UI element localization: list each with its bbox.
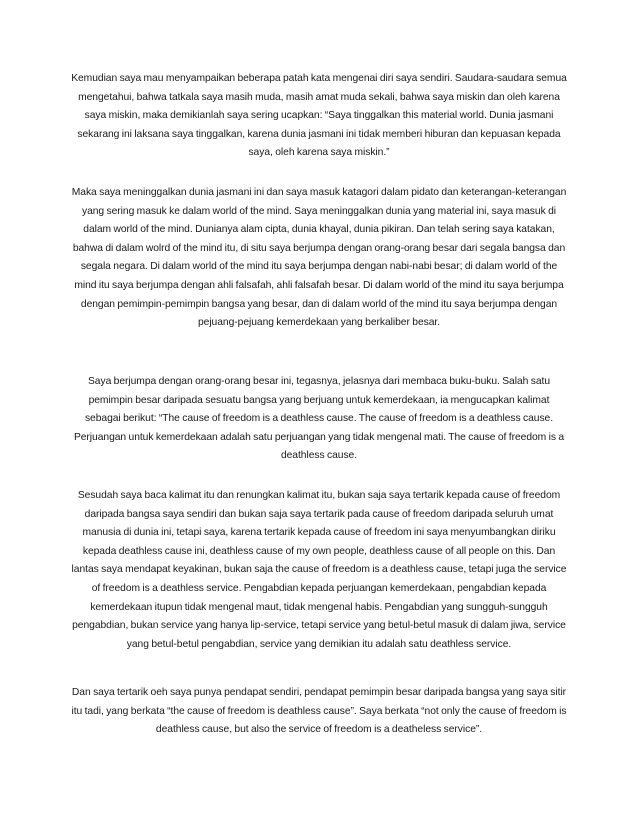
- paragraph-4: Sesudah saya baca kalimat itu dan renungkan kalimat itu, bukan saja saya tertarik kepada cause of freedom daripada bangsa saya sendiri dan bukan saja saya tertarik pada cause of freedom daripada seluruh umat manusia di dunia ini, tetapi saya, karena tertarik kepada cause of freedom ini saya menyumbangkan diriku kepada deathless cause ini, deathless cause of my own people, deathless cause of all people on this. Dan lantas saya mendapat keyakinan, bukan saja the cause of freedom is a deathless cause, tetapi juga the service of freedom is a deathless service. Pengabdian kepada perjuangan kemerdekaan, pengabdian kepada kemerdekaan itupun tidak mengenal maut, tidak mengenal habis. Pengabdian yang sungguh-sungguh pengabdian, bukan service yang hanya lip-service, tetapi service yang betul-betul masuk di dalam jiwa, service yang betul-betul pengabdian, service yang demikian itu adalah satu deathless service.: [71, 490, 567, 650]
- paragraph-1: Kemudian saya mau menyampaikan beberapa patah kata mengenai diri saya sendiri. Saudara-saudara semua mengetahui, bahwa tatkala saya masih muda, masih amat muda sekali, bahwa saya miskin dan oleh karena saya miskin, maka demikianlah saya sering ucapkan: “Saya tinggalkan this material world. Dunia jasmani sekarang ini laksana saya tinggalkan, karena dunia jasmani ini tidak memberi hiburan dan kepuasan kepada saya, oleh karena saya miskin.”: [71, 73, 567, 159]
- paragraph-3: Saya berjumpa dengan orang-orang besar ini, tegasnya, jelasnya dari membaca buku-buku. Salah satu pemimpin besar daripada sesuatu bangsa yang berjuang untuk kemerdekaan, ia mengucapkan kalimat sebagai berikut: “The cause of freedom is a deathless cause. The cause of freedom is a deathless cause. Perjuangan untuk kemerdekaan adalah satu perjuangan yang tidak mengenal mati. The cause of freedom is a deathless cause.: [73, 376, 565, 462]
- paragraph-2: Maka saya meninggalkan dunia jasmani ini dan saya masuk katagori dalam pidato dan keterangan-keterangan yang sering masuk ke dalam world of the mind. Saya meninggalkan dunia yang material ini, saya masuk di dalam world of the mind. Dunianya alam cipta, dunia khayal, dunia pikiran. Dan telah sering saya katakan, bahwa di dalam wolrd of the mind itu, di situ saya berjumpa dengan orang-orang besar dari segala bangsa dan segala negara. Di dalam world of the mind itu saya berjumpa dengan nabi-nabi besar; di dalam world of the mind itu saya berjumpa dengan ahli falsafah, ahli falsafah besar. Di dalam world of the mind itu saya berjumpa dengan pemimpin-pemimpin bangsa yang besar, dan di dalam world of the mind itu saya berjumpa dengan pejuang-pejuang kemerdekaan yang berkaliber besar.: [71, 187, 567, 329]
- paragraph-5: Dan saya tertarik oeh saya punya pendapat sendiri, pendapat pemimpin besar daripada bangsa yang saya sitir itu tadi, yang berkata “the cause of freedom is deathless cause”. Saya berkata “not only the cause of freedom is deathless cause, but also the service of freedom is a deatheless service”.: [71, 687, 567, 736]
